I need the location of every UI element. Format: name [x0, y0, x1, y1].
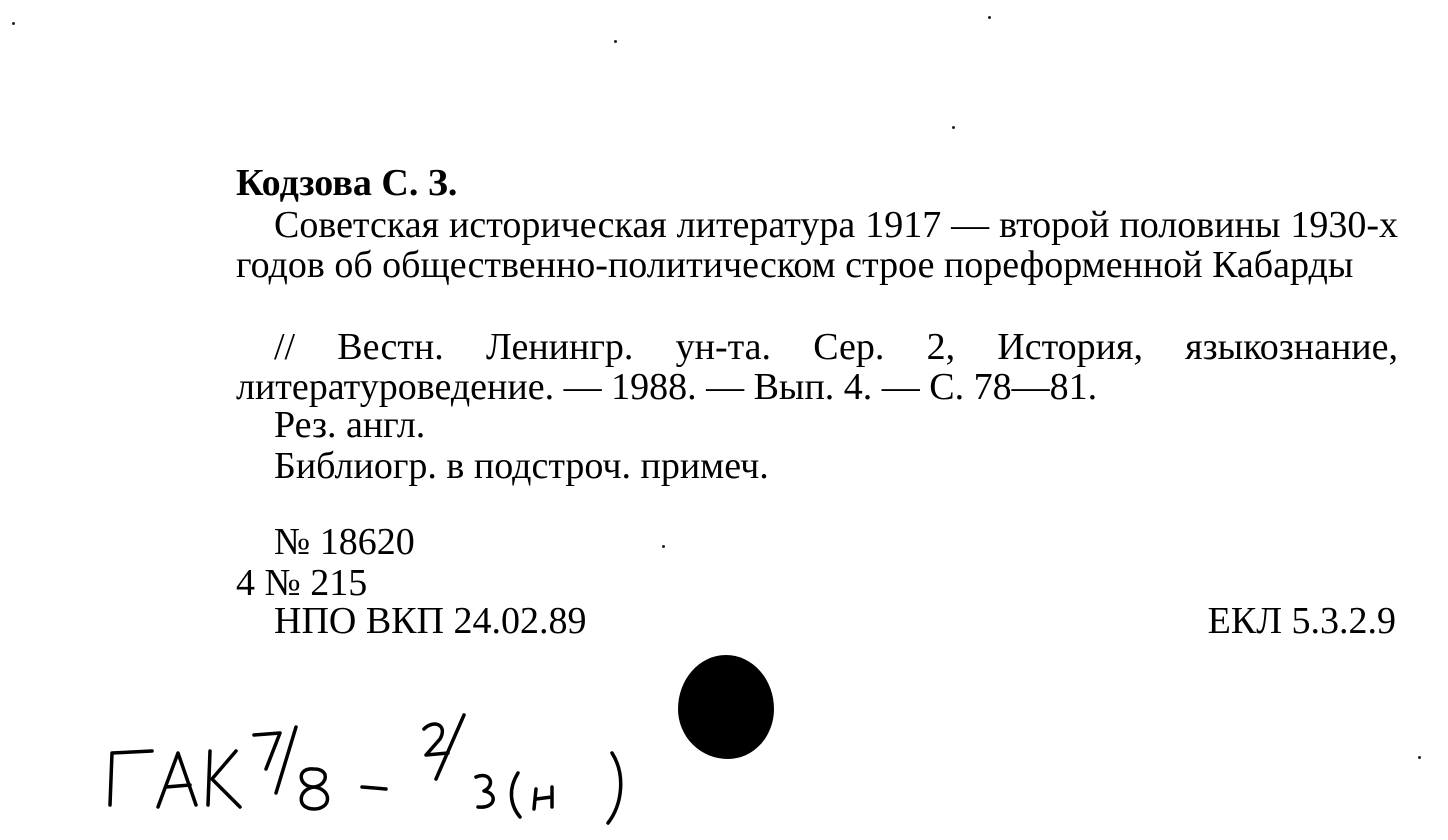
work-title: Советская историческая литература 1917 — второй половины 1930-х годов об общественно-политическом строе пореформенной Кабарды — [236, 204, 1398, 286]
issue-number: 4 № 215 — [236, 562, 368, 604]
paper-speck — [662, 545, 665, 548]
paper-speck — [12, 22, 15, 25]
summary-note: Рез. англ. — [274, 404, 426, 446]
punch-hole — [678, 655, 774, 759]
accession-number: № 18620 — [274, 521, 415, 563]
source-citation: // Вестн. Ленингр. ун-та. Сер. 2, История, языкознание, литературоведение. — 1988. — Вып. 4. — С. 78—81. — [236, 326, 1398, 408]
paper-speck — [1418, 756, 1421, 759]
handwritten-shelfmark — [100, 705, 640, 825]
paper-speck — [988, 16, 991, 19]
classification-code: ЕКЛ 5.3.2.9 — [1207, 600, 1396, 642]
bibliography-note: Библиогр. в подстроч. примеч. — [274, 445, 769, 487]
paper-speck — [952, 126, 955, 129]
organization-date: НПО ВКП 24.02.89 — [274, 600, 587, 642]
paper-speck — [614, 40, 617, 43]
author-name: Кодзова С. З. — [236, 162, 458, 204]
